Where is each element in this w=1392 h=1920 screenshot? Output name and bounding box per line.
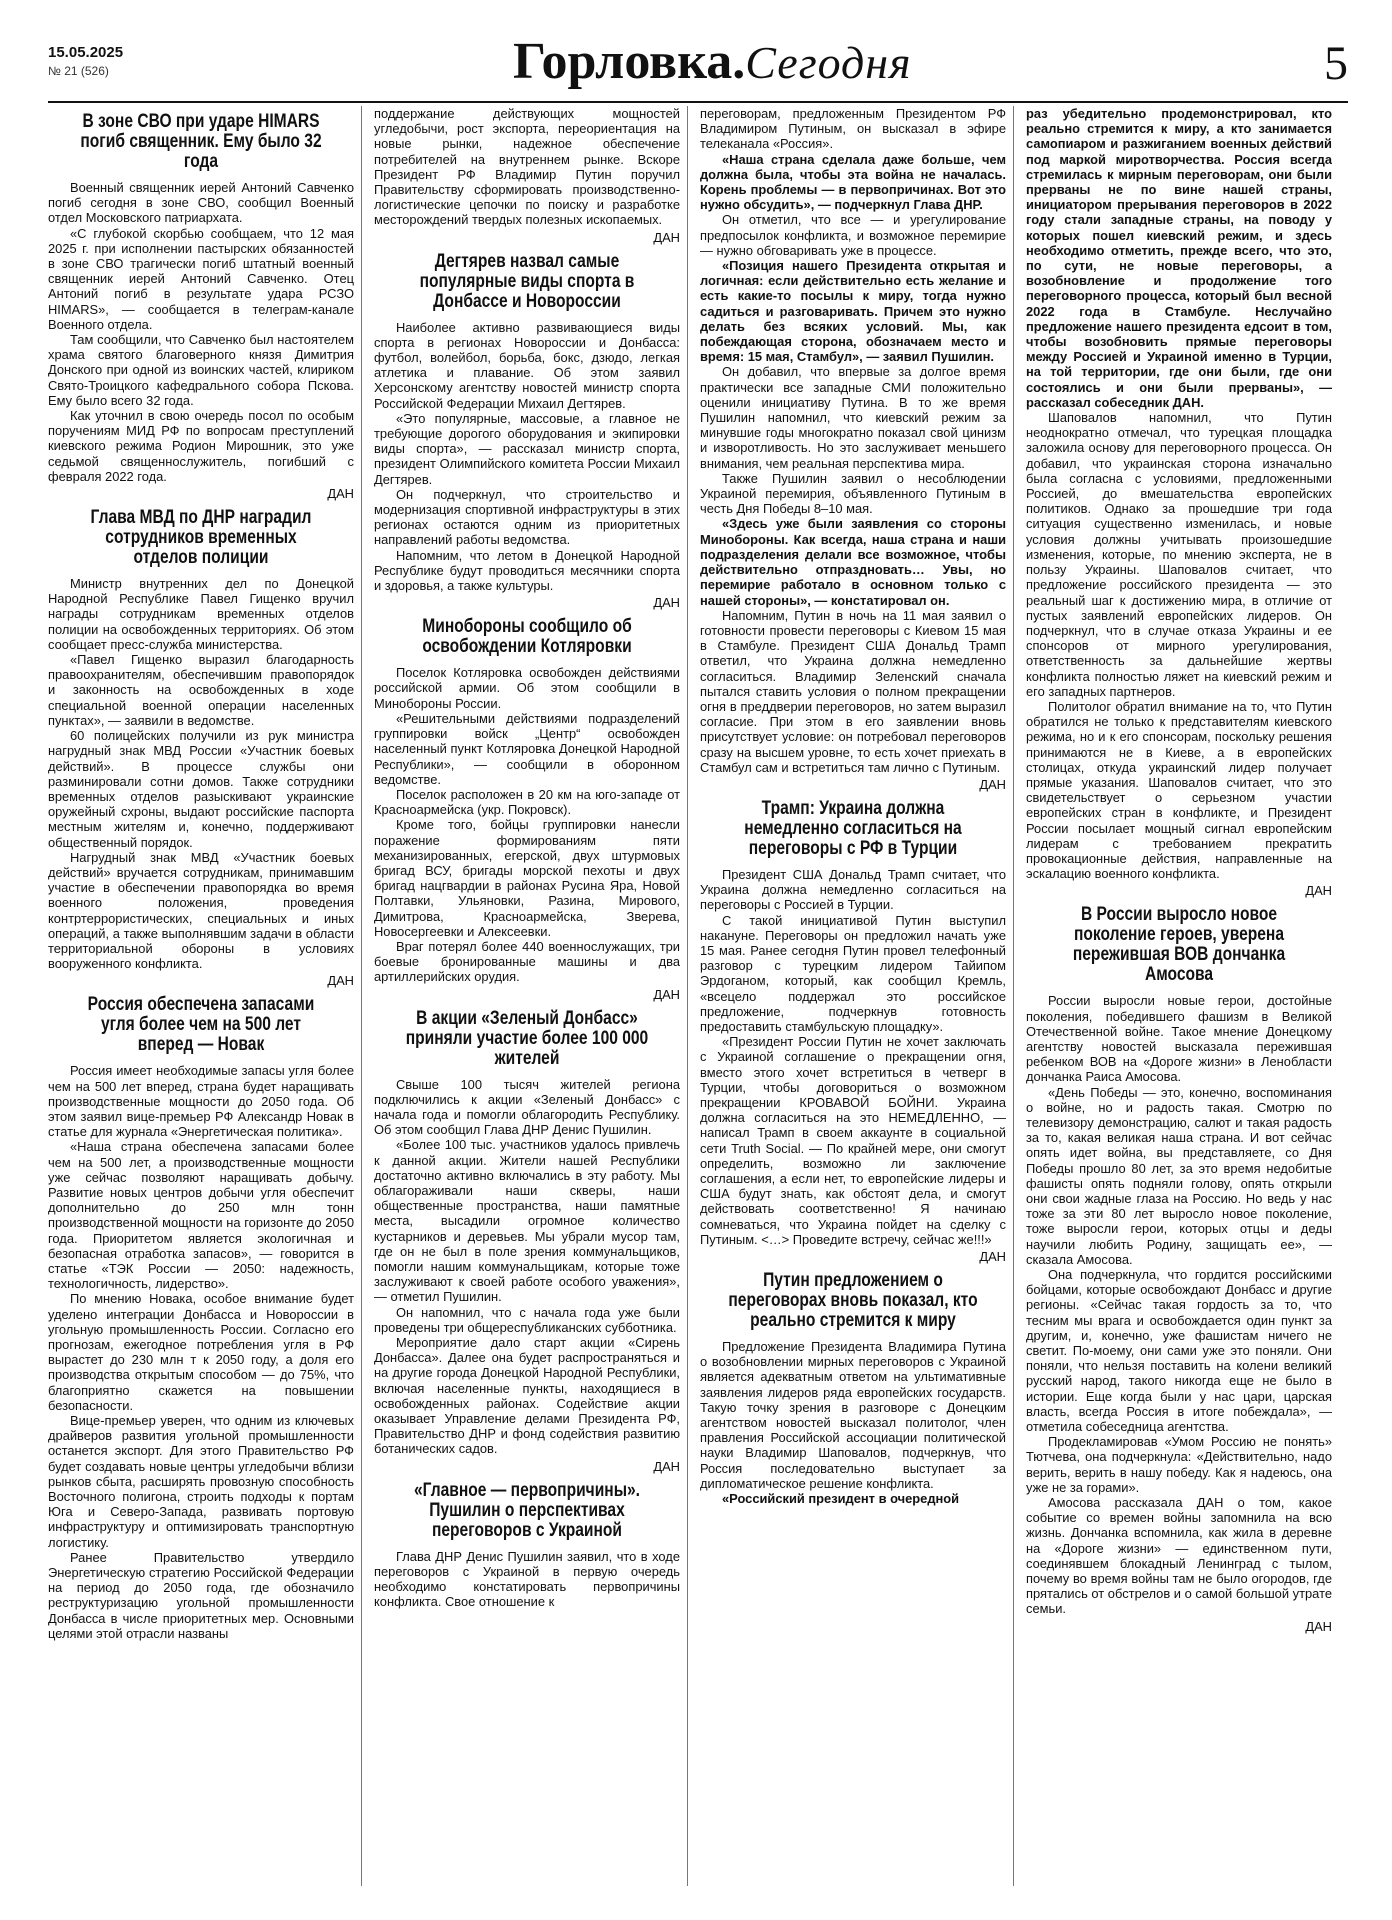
article-paragraph: 60 полицейских получили из рук министра нагрудный знак МВД России «Участник боевых действий». В процессе службы они разминировали сотни домов. Также сотрудники временных отделов разыскивают украинские оружейный схроны, выдают российские паспорта местным жителям и, конечно, поддерживают общественный порядок. — [48, 728, 354, 850]
article-headline: В зоне СВО при ударе HIMARS погиб священник. Ему было 32 года — [80, 111, 322, 172]
article-paragraph: Военный священник иерей Антоний Савченко погиб сегодня в зоне СВО, сообщил Военный отдел Московского патриархата. — [48, 180, 354, 226]
article-source: ДАН — [1305, 883, 1332, 899]
article-source: ДАН — [1305, 1618, 1332, 1634]
article-headline: В России выросло новое поколение героев, уверена пережившая ВОВ дончанка Амосова — [1072, 904, 1286, 986]
article-paragraph: Она подчеркнула, что гордится российскими бойцами, которые освобождают Донбасс и другие регионы. «Сейчас такая гордость за то, что тесним мы врага и освобождается один пункт за другим, и, конечно, уже фашистам ничего не светит. По-моему, они сами уже это поняли. Они поняли, что нельзя поставить на колени великий русский народ, такого никогда еще не было в истории. Еще когда были у нас цари, царская власть, всегда Россия в итоге побеждала», — отметила собеседница агентства. — [1026, 1267, 1332, 1435]
article — [48, 112, 354, 502]
column-4 — [1026, 106, 1332, 1920]
article-paragraph: Вице-премьер уверен, что одним из ключевых драйверов развития угольной промышленности останется экспорт. Для этого Правительство РФ будет создавать новые центры угледобычи вблизи рынков сбыта, расширять провозную способность Восточного полигона, строить подходы к портам Юга и Северо-Запада, развивать портовую инфраструктуру и оптимизировать транспортную логистику. — [48, 1413, 354, 1550]
article — [374, 617, 680, 1002]
article-paragraph: Министр внутренних дел по Донецкой Народной Республике Павел Гищенко вручил награды сотрудникам временных отделов полиции на освобожденных территориях. Об этом сообщает пресс-служба министерства. — [48, 576, 354, 652]
article-source: ДАН — [653, 229, 680, 245]
article-paragraph: Также Пушилин заявил о несоблюдении Украиной перемирия, объявленного Путиным в честь Дня Победы 8–10 мая. — [700, 470, 1006, 517]
article-source: ДАН — [327, 973, 354, 989]
article-paragraph: Россия имеет необходимые запасы угля более чем на 500 лет вперед, страна будет наращивать производственные мощности до 2050 года. Об этом заявил вице-премьер РФ Александр Новак в статье для журнала «Энергетическая политика». — [48, 1063, 354, 1140]
article-paragraph: С такой инициативой Путин выступил накануне. Переговоры он предложил начать уже 15 мая. Ранее сегодня Путин провел телефонный разговор с турецким лидером Тайипом Эрдоганом, который, как сообщил Кремль, «всецело поддержал это российское предложение, подчеркнув готовность предоставить стамбульскую площадку». — [700, 912, 1006, 1034]
article-paragraph: поддержание действующих мощностей угледобычи, рост экспорта, переориентация на новые рынки, надежное обеспечение потребителей на внутреннем рынке. Вскоре Президент РФ Владимир Путин поручил Правительству сформировать производственно-логистические цепочки по поиску и разработке месторождений твердых полезных ископаемых. — [374, 106, 680, 228]
article-headline: В акции «Зеленый Донбасс» приняли участие более 100 000 жителей — [405, 1007, 649, 1069]
column-3 — [700, 106, 1006, 1920]
article-paragraph: раз убедительно продемонстрировал, кто реально стремится к миру, а кто занимается самопиаром и разжиганием военных действий под маркой миротворчества. Россия всегда стремилась к мирным переговорам, они были прерваны не по вине нашей страны, инициатором прерывания переговоров в 2022 году стали западные страны, на поводу у которых пошел киевский режим, и здесь необходимо отметить, прежде всего, что это, по сути, не новые переговоры, а возобновление и продолжение того переговорного процесса, который был весной 2022 года в Стамбуле. Неслучайно предложение нашего президента едсоит в том, чтобы возобновить прямые переговоры между Россией и Украиной именно в Турции, на той территории, где они были, где они состоялись и они были прерваны», — рассказал собеседник ДАН. — [1026, 106, 1332, 410]
article-paragraph: «Президент России Путин не хочет заключать с Украиной соглашение о прекращении огня, вместо этого хочет встретиться в четверг в Турции, чтобы договориться о возможном прекращении КРОВАВОЙ БОЙНИ. Украина должна согласиться на это НЕМЕДЛЕННО, — написал Трамп в своем аккаунте в социальной сети Truth Social. — По крайней мере, они смогут определить, возможно ли заключение соглашения, а если нет, то европейские лидеры и США будут знать, как обстоят дела, и смогут действовать соответственно! Я начинаю сомневаться, что Украина пойдет на сделку с Путиным. <…> Проведите встречу, сейчас же!!!» — [700, 1034, 1006, 1247]
article-paragraph: Он добавил, что впервые за долгое время практически все западные СМИ положительно оценили инициативу Путина. В то же время Пушилин напомнил, что киевский режим за минувшие годы многократно показал свой цинизм и изворотливость. Но это заслуживает меньшего внимания, чем реальная перспектива мира. — [700, 364, 1006, 471]
article-paragraph: Шаповалов напомнил, что Путин неоднократно отмечал, что турецкая площадка заложила основу для переговорного процесса. Он добавил, что украинская сторона изначально была согласна с условиями, предложенными Россией, до вмешательства европейских политиков. Однако за прошедшие три года ситуация существенно изменилась, и новые условия должны учитывать произошедшие изменения, которые, по мнению эксперта, не в пользу Украины. Шаповалов считает, что предложение российского президента — это реальный шаг к достижению мира, в отличие от пустых заявлений европейских лидеров. Он подчеркнул, что в случае отказа Украины и ее спонсоров от мирного урегулирования, ответственность за дальнейшие жертвы конфликта полностью ляжет на киевский режим и его западных партнеров. — [1026, 410, 1332, 699]
article-paragraph: Напомним, что летом в Донецкой Народной Республике будут проводиться месячники спорта и здоровья, а также культуры. — [374, 547, 680, 594]
article-paragraph: По мнению Новака, особое внимание будет уделено интеграции Донбасса и Новороссии в угольную промышленность России. Согласно его прогнозам, ежегодное потребления угля в РФ вырастет до 230 млн т к 2050 году, а доля его производства открытым способом — до 75%, что благоприятно скажется на повышении безопасности. — [48, 1291, 354, 1413]
article-paragraph: Предложение Президента Владимира Путина о возобновлении мирных переговоров с Украиной является адекватным ответом на ультимативные заявления лидеров ряда европейских государств. Такую точку зрения в разговоре с Донецким агентством новостей высказал политолог, член правления Российской ассоциации политической науки Владимир Шаповалов, подчеркнув, что Россия последовательно выступает за дипломатическое решение конфликта. — [700, 1339, 1006, 1491]
article-source: ДАН — [979, 776, 1006, 792]
article-source: ДАН — [327, 486, 354, 502]
article-paragraph: «Позиция нашего Президента открытая и логичная: если действительно есть желание и есть какие-то посылы к миру, тогда нужно садиться и разговаривать. Причем это нужно делать без всяких условий. Мы, как побеждающая сторона, обозначаем место и время: 15 мая, Стамбул», — заявил Пушилин. — [700, 258, 1006, 365]
article-paragraph: Он напомнил, что с начала года уже были проведены три общереспубликанских субботника. — [374, 1304, 680, 1335]
article-paragraph: Свыше 100 тысяч жителей региона подключились к акции «Зеленый Донбасс» с начала года и помогли облагородить Республику. Об этом сообщил Глава ДНР Денис Пушилин. — [374, 1076, 680, 1138]
masthead-main: Горловка. — [513, 33, 746, 90]
article-paragraph: «Российский президент в очередной — [722, 1491, 960, 1507]
article-headline: Путин предложением о переговорах вновь показал, кто реально стремится к миру — [728, 1270, 978, 1332]
article-paragraph: Ранее Правительство утвердило Энергетическую стратегию Российской Федерации на период до 2050 года, где обозначило реструктуризацию угольной промышленности Донбасса в числе приоритетных мер. Основными целями этой отрасли названы — [48, 1549, 354, 1641]
article-source: ДАН — [653, 595, 680, 611]
article — [1026, 106, 1332, 899]
article-paragraph: Амосова рассказала ДАН о том, какое событие со времен войны запомнила на всю жизнь. Дончанка вспомнила, как жила в деревне на «Дороге жизни» — единственном пути, соединявшем блокадный Ленинград с тылом, почему во время войны там не было огородов, где прятались от обстрелов и о самой большой утрате семьи. — [1026, 1495, 1332, 1617]
article — [700, 106, 1006, 793]
article-paragraph: Мероприятие дало старт акции «Сирень Донбасса». Далее она будет распространяться и на другие города Донецкой Народной Республики, включая населенные пункты, находящиеся в освобожденных районах. Содействие акции оказывает Управление делами Президента РФ, Правительство ДНР и фонд содействия развитию ботанических садов. — [374, 1335, 680, 1457]
article-paragraph: Наиболее активно развивающиеся виды спорта в регионах Новороссии и Донбасса: футбол, волейбол, борьба, бокс, дзюдо, легкая атлетика и плавание. Об этом заявил Херсонскому агентству новостей министр спорта Российской Федерации Михаил Дегтярев. — [374, 319, 680, 411]
article-source: ДАН — [979, 1249, 1006, 1265]
article-paragraph: Президент США Дональд Трамп считает, что Украина должна немедленно согласиться на переговоры с Россией в Турции. — [700, 866, 1006, 913]
article — [1026, 905, 1332, 1634]
article-paragraph: «Более 100 тыс. участников удалось привлечь к данной акции. Жители нашей Республики достаточно активно включались в эту работу. Мы облагораживали наши скверы, наши общественные пространства, наши памятные места, высадили огромное количество кустарников и деревьев. Мы убрали мусор там, где он не был в поле зрения коммунальщиков, помогли нашим коммунальщикам, которые тоже заслуживают к своей работе особого уважения», — отметил Пушилин. — [374, 1137, 680, 1305]
column-divider — [361, 106, 362, 1886]
article — [374, 1009, 680, 1475]
article-paragraph: «Здесь уже были заявления со стороны Минобороны. Как всегда, наша страна и наши подразделения делали все возможное, чтобы действительно отпраздновать… Увы, но перемирие работало в основном только с нашей стороны», — констатировал он. — [700, 516, 1006, 608]
article — [48, 508, 354, 989]
page-number: 5 — [1324, 37, 1348, 90]
article-paragraph: Продекламировав «Умом Россию не понять» Тютчева, она подчеркнула: «Действительно, надо верить, верить в нашу победу. Как я надеюсь, она уже не за горами». — [1026, 1434, 1332, 1495]
column-divider — [687, 106, 688, 1886]
article — [374, 1481, 680, 1610]
article-paragraph: «День Победы — это, конечно, воспоминания о войне, но и радость такая. Смотрю по телевизору демонстрацию, салют и такая радость за то, какая великая наша страна. И вот сейчас опять идет война, вы представляете, со Дня Победы прошло 80 лет, за это время недобитые фашисты опять подняли голову, опять открыли они свои жадные глаза на Россию. Но ведь у нас тоже за эти 80 лет выросло новое поколение, тоже выросли герои, которых отцы и деды научили любить Родину, защищать ее», — сказала Амосова. — [1026, 1084, 1332, 1267]
article-paragraph: «С глубокой скорбью сообщаем, что 12 мая 2025 г. при исполнении пастырских обязанностей в зоне СВО трагически погиб штатный военный священник иерей Антоний Савченко. Отец Антоний погиб в результате удара РСЗО HIMARS», — сообщается в телеграм-канале Военного отдела. — [48, 225, 354, 332]
article-paragraph: Как уточнил в свою очередь посол по особым поручениям МИД РФ по вопросам преступлений киевского режима Родион Мирошник, это уже седьмой священнослужитель, погибший с февраля 2022 года. — [48, 408, 354, 484]
article — [700, 799, 1006, 1265]
article-paragraph: «Решительными действиями подразделений группировки войск „Центр“ освобожден населенный пункт Котляровка Донецкой Народной Республики», — сообщили в оборонном ведомстве. — [374, 710, 680, 787]
article-paragraph: Он подчеркнул, что строительство и модернизация спортивной инфраструктуры в этих регионах остаются одним из приоритетных направлений работы ведомства. — [374, 486, 680, 548]
article-paragraph: России выросли новые герои, достойные поколения, победившего фашизм в Великой Отечественной войне. Такое мнение Донецкому агентству новостей высказала пережившая ребенком ВОВ на «Дороге жизни» в Ленобласти дончанка Раиса Амосова. — [1026, 993, 1332, 1085]
column-divider — [1013, 106, 1014, 1886]
page-header — [48, 30, 1348, 100]
article — [374, 252, 680, 612]
issue-number: № 21 (526) — [48, 64, 109, 78]
article — [700, 1271, 1006, 1506]
article-paragraph: Нагрудный знак МВД «Участник боевых действий» вручается сотрудникам, принимавшим участие в обеспечении правопорядка во время военного положения, проведения контртеррористических, специальных и иных операций, а также выполнявшим задачи в области территориальной обороны в условиях вооруженного конфликта. — [48, 849, 354, 972]
article-headline: Дегтярев назвал самые популярные виды спорта в Донбассе и Новороссии — [419, 250, 635, 312]
article-paragraph: Политолог обратил внимание на то, что Путин обратился не только к представителям киевского режима, но и к его спонсорам, поскольку решения принимаются не в Киеве, а в европейских столицах, откуда украинский лидер получает прямые указания. Шаповалов считает, что это свидетельствует о серьезном участии европейских стран в конфликте, и Президент России посылает мощный сигнал европейским лидерам с требованием прекратить провокационные действия, направленные на эскалацию военного конфликта. — [1026, 698, 1332, 882]
article-paragraph: Враг потерял более 440 военнослужащих, три боевые бронированные машины и два артиллерийских орудия. — [374, 938, 680, 985]
article-paragraph: «Наша страна сделала даже больше, чем должна была, чтобы эта война не началась. Корень проблемы — в первопричинах. Вот это нужно обсудить», — подчеркнул Глава ДНР. — [700, 151, 1006, 213]
article — [48, 995, 354, 1641]
masthead-sub: Сегодня — [745, 37, 912, 88]
article-paragraph: Глава ДНР Денис Пушилин заявил, что в ходе переговоров с Украиной в первую очередь необходимо констатировать первопричины конфликта. Свое отношение к — [374, 1548, 680, 1610]
article-paragraph: Поселок расположен в 20 км на юго-западе от Красноармейска (укр. Покровск). — [374, 786, 680, 818]
column-2 — [374, 106, 680, 1920]
article-headline: Глава МВД по ДНР наградил сотрудников временных отделов полиции — [90, 507, 312, 569]
article-source: ДАН — [653, 986, 680, 1002]
article-paragraph: Кроме того, бойцы группировки нанесли поражение формированиям пяти механизированных, егерской, двух штурмовых бригад ВСУ, бригады морской пехоты и двух бригад нацгвардии в районах Русина Яра, Новой Полтавки, Ульяновки, Разина, Мирового, Димитрова, Красноармейска, Зверева, Новосергеевки и Алексеевки. — [374, 817, 680, 939]
article-paragraph: Поселок Котляровка освобожден действиями российской армии. Об этом сообщили в Минобороны России. — [374, 665, 680, 711]
article-paragraph: переговорам, предложенным Президентом РФ Владимиром Путиным, он высказал в эфире телеканала «Россия». — [700, 106, 1006, 152]
article-headline: «Главное — первопричины». Пушилин о перспективах переговоров с Украиной — [413, 1479, 641, 1541]
masthead — [513, 33, 912, 90]
article — [374, 106, 680, 246]
article-paragraph: «Это популярные, массовые, а главное не требующие дорогого оборудования и экипировки виды спорта», — рассказал министр спорта, президент Олимпийского комитета России Михаил Дегтярев. — [374, 410, 680, 487]
article-paragraph: Там сообщили, что Савченко был настоятелем храма святого благоверного князя Димитрия Донского при одной из воинских частей, клириком Свято-Троицкого кафедрального собора Пскова. Ему было всего 32 года. — [48, 332, 354, 408]
article-headline: Минобороны сообщило об освобождении Котляровки — [422, 616, 632, 658]
article-paragraph: Он отметил, что все — и урегулирование предпосылок конфликта, и возможное перемирие — нужно обговаривать уже в процессе. — [700, 212, 1006, 258]
article-paragraph: «Павел Гищенко выразил благодарность правоохранителям, обеспечившим правопорядок и законность на освобожденных в ходе специальной военной операции населенных пунктах», — заявили в ведомстве. — [48, 652, 354, 728]
article-headline: Россия обеспечена запасами угля более чем на 500 лет вперед — Новак — [87, 994, 315, 1056]
article-paragraph: «Наша страна обеспечена запасами более чем на 500 лет, а производственные мощности уже сейчас позволяют наращивать добычу. Развитие новых центров добычи угля обеспечит дополнительно до 250 млн тонн производственной мощности на горизонте до 2050 года. Приоритетом является экологичная и безопасная отработка запасов», — говорится в статье «ТЭК России — 2050: надежность, технологичность, лидерство». — [48, 1139, 354, 1292]
article-paragraph: Напомним, Путин в ночь на 11 мая заявил о готовности провести переговоры с Киевом 15 мая в Стамбуле. Президент США Дональд Трамп ответил, что Украина должна немедленно согласиться. Владимир Зеленский сначала пытался ставить условия о полном прекращении огня в преддверии переговоров, но затем выразил согласие. При этом в его заявлении вновь присутствует условие: он потребовал переговоров сразу на высшем уровне, то есть хочет приехать в Стамбул сам и встретиться там лично с Путиным. — [700, 607, 1006, 775]
header-rule — [48, 101, 1348, 103]
issue-date: 15.05.2025 — [48, 44, 124, 61]
article-headline: Трамп: Украина должна немедленно согласиться на переговоры с РФ в Турции — [744, 797, 962, 859]
article-source: ДАН — [653, 1458, 680, 1474]
column-1 — [48, 106, 354, 1920]
